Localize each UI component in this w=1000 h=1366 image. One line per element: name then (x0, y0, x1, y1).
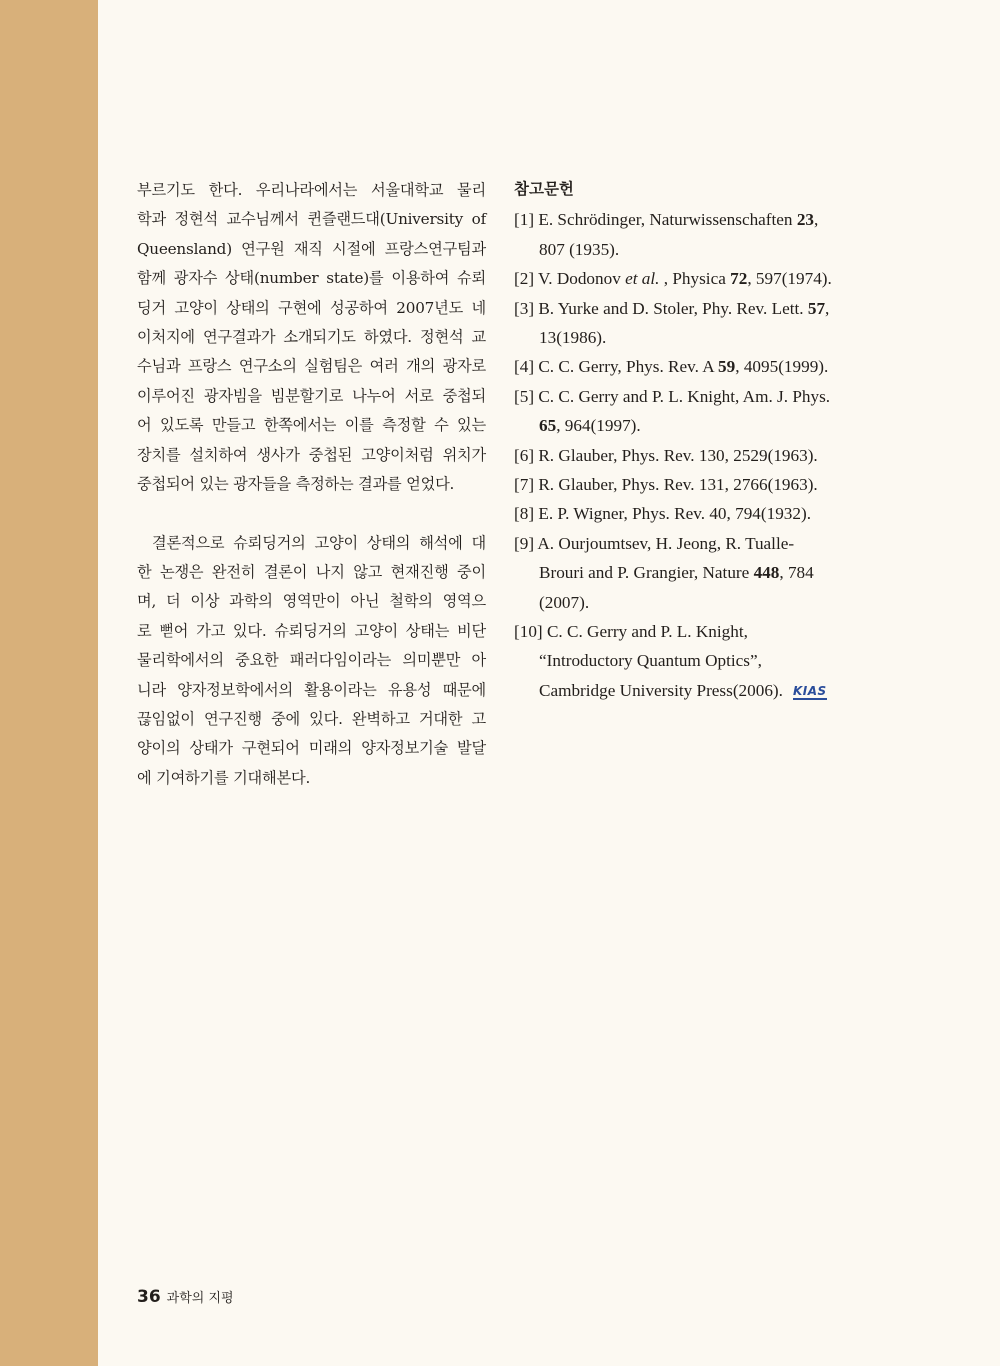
body-text-column (137, 176, 486, 793)
text-line: 물리학에서의 중요한 패러다임이라는 의미뿐만 아 (137, 651, 486, 670)
text-line: 수님과 프랑스 연구소의 실험팀은 여러 개의 광자로 (137, 357, 486, 376)
references-heading: 참고문헌 (514, 180, 574, 198)
text-line: 로 뻗어 가고 있다. 슈뢰딩거의 고양이 상태는 비단 (137, 621, 486, 640)
text-line: 중첩되어 있는 광자들을 측정하는 결과를 얻었다. (137, 474, 455, 493)
paragraph-2 (137, 529, 486, 794)
reference-6: [6] R. Glauber, Phys. Rev. 130, 2529(1963). (514, 445, 818, 465)
text-line: 한 논쟁은 완전히 결론이 나지 않고 현재진행 중이 (137, 563, 486, 582)
journal-name: 과학의 지평 (166, 1291, 234, 1306)
text-line: 어 있도록 만들고 한쪽에서는 이를 측정할 수 있는 (137, 416, 486, 435)
text-line: 함께 광자수 상태(number state)를 이용하여 슈뢰 (137, 269, 486, 288)
text-line: 며, 더 이상 과학의 영역만이 아닌 철학의 영역으 (137, 592, 486, 611)
text-line: 끊임없이 연구진행 중에 있다. 완벽하고 거대한 고 (137, 710, 486, 729)
reference-8: [8] E. P. Wigner, Phys. Rev. 40, 794(1932). (514, 504, 811, 524)
reference-3: [3] B. Yurke and D. Stoler, Phy. Rev. Lett. 57, 13(1986). (514, 298, 830, 348)
text-line: 이처지에 연구결과가 소개되기도 하였다. 정현석 교 (137, 327, 486, 346)
text-line: Queensland) 연구원 재직 시절에 프랑스연구팀과 (137, 239, 486, 258)
paragraph-gap (137, 499, 486, 528)
text-line: 학과 정현석 교수님께서 퀸즐랜드대(University of (137, 210, 486, 229)
text-line: 니라 양자정보학에서의 활용이라는 유용성 때문에 (137, 680, 486, 699)
text-line: 결론적으로 슈뢰딩거의 고양이 상태의 해석에 대 (152, 533, 486, 552)
references-column (514, 176, 864, 705)
reference-4: [4] C. C. Gerry, Phys. Rev. A 59, 4095(1999). (514, 357, 829, 377)
reference-7: [7] R. Glauber, Phys. Rev. 131, 2766(1963). (514, 475, 818, 495)
reference-5: [5] C. C. Gerry and P. L. Knight, Am. J. Phys. 65, 964(1997). (514, 386, 831, 436)
kias-logo: KIAS (792, 683, 827, 698)
reference-1: [1] E. Schrödinger, Naturwissenschaften 23, 807 (1935). (514, 210, 819, 259)
text-line: 장치를 설치하여 생사가 중첩된 고양이처럼 위치가 (137, 445, 486, 464)
text-line: 에 기여하기를 기대해본다. (137, 768, 311, 787)
side-color-band (0, 0, 98, 1366)
page-footer (137, 1287, 234, 1309)
text-line: 양이의 상태가 구현되어 미래의 양자정보기술 발달 (137, 739, 486, 758)
text-line: 이루어진 광자빔을 빔분할기로 나누어 서로 중첩되 (137, 386, 486, 405)
paragraph-1 (137, 176, 486, 499)
text-line: 딩거 고양이 상태의 구현에 성공하여 2007년도 네 (137, 298, 486, 317)
text-line: 부르기도 한다. 우리나라에서는 서울대학교 물리 (137, 181, 486, 199)
reference-2: [2] V. Dodonov et al. , Physica 72, 597(1974). (514, 269, 832, 289)
reference-9: [9] A. Ourjoumtsev, H. Jeong, R. Tualle- Brouri and P. Grangier, Nature 448, 784 (2007). (514, 533, 814, 612)
reference-10: [10] C. C. Gerry and P. L. Knight, “Introductory Quantum Optics”, Cambridge University Press(2006). KIAS (514, 622, 827, 700)
page-number: 36 (137, 1287, 161, 1307)
